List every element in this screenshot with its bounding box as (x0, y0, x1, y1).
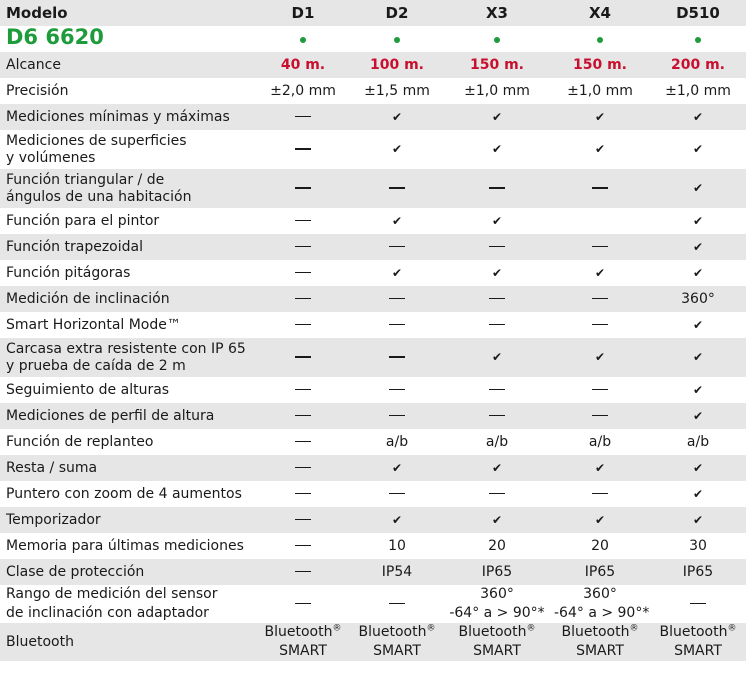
feature-label: Smart Horizontal Mode™ (6, 316, 181, 333)
not-available-dash-icon (389, 493, 405, 495)
feature-cell (650, 377, 746, 403)
range-value: 150 m. (444, 52, 550, 78)
range-value: 200 m. (650, 52, 746, 78)
check-icon: ✔ (491, 512, 503, 527)
feature-label: Función para el pintor (6, 212, 160, 229)
not-available-dash-icon (295, 493, 311, 495)
feature-label: Mediciones de superficies y volúmenes (6, 132, 187, 166)
not-available-dash-icon (295, 545, 311, 547)
feature-cell (550, 481, 650, 507)
check-icon: ✔ (692, 512, 704, 527)
model-x4: X4 (550, 0, 650, 26)
tilt-adapter-label (0, 585, 256, 623)
feature-cell (550, 403, 650, 429)
brand-row (0, 26, 746, 52)
not-available-dash-icon (489, 246, 505, 248)
feature-cell (550, 338, 650, 377)
feature-cell (444, 455, 550, 481)
model-d2: D2 (350, 0, 444, 26)
feature-row (0, 312, 746, 338)
feature-value: 20 (591, 537, 609, 554)
not-available-dash-icon (295, 187, 311, 189)
check-icon: ✔ (692, 265, 704, 280)
not-available-dash-icon (295, 467, 311, 469)
value-line: SMART (674, 643, 722, 659)
value-line: SMART (576, 643, 624, 659)
precision-value: ±1,0 mm (567, 82, 633, 99)
feature-cell (256, 208, 350, 234)
feature-cell (350, 104, 444, 130)
range-row (0, 52, 746, 78)
bluetooth-value (256, 623, 350, 661)
bluetooth-value (350, 623, 444, 661)
feature-cell (550, 377, 650, 403)
feature-cell (650, 130, 746, 169)
value-line: Bluetooth® (561, 623, 639, 640)
feature-value: IP54 (350, 559, 444, 585)
availability-dot-icon (494, 37, 500, 43)
range-value: 100 m. (350, 52, 444, 78)
feature-label: Clase de protección (0, 559, 256, 585)
not-available-dash-icon (489, 298, 505, 300)
feature-cell (256, 234, 350, 260)
feature-cell (550, 286, 650, 312)
not-available-dash-icon (489, 415, 505, 417)
value-line: SMART (473, 643, 521, 659)
feature-cell (444, 208, 550, 234)
feature-cell (550, 455, 650, 481)
feature-row (0, 507, 746, 533)
check-icon: ✔ (692, 350, 704, 364)
tilt-adapter-value (550, 585, 650, 623)
range-value: 40 m. (256, 52, 350, 78)
feature-cell (444, 260, 550, 286)
feature-label: Puntero con zoom de 4 aumentos (6, 485, 242, 502)
feature-row (0, 338, 746, 377)
feature-value: IP65 (444, 559, 550, 585)
feature-cell (550, 104, 650, 130)
feature-value: a/b (485, 433, 509, 450)
feature-label: Medición de inclinación (0, 286, 256, 312)
check-icon: ✔ (491, 142, 503, 156)
not-available-dash-icon (295, 389, 311, 391)
feature-cell (444, 312, 550, 338)
feature-cell (256, 338, 350, 377)
feature-cell (650, 169, 746, 208)
bluetooth-row (0, 623, 746, 661)
bluetooth-value (444, 623, 550, 661)
feature-row (0, 104, 746, 130)
feature-cell (444, 130, 550, 169)
not-available-dash-icon (295, 220, 311, 222)
feature-label: Mediciones mínimas y máximas (0, 104, 256, 130)
brand-label (0, 26, 256, 52)
feature-label: Memoria para últimas mediciones (6, 537, 244, 554)
feature-row (0, 130, 746, 169)
check-icon: ✔ (491, 350, 503, 364)
check-icon: ✔ (594, 142, 606, 156)
precision-label: Precisión (6, 82, 69, 99)
check-icon: ✔ (391, 213, 403, 228)
model-x3: X3 (444, 0, 550, 26)
feature-cell (444, 169, 550, 208)
check-icon: ✔ (594, 350, 606, 364)
not-available-dash-icon (295, 415, 311, 417)
not-available-dash-icon (489, 187, 505, 189)
feature-cell (444, 104, 550, 130)
feature-row (0, 429, 746, 455)
feature-cell (650, 234, 746, 260)
check-icon: ✔ (491, 460, 503, 475)
tilt-adapter-value (444, 585, 550, 623)
feature-cell (350, 286, 444, 312)
check-icon: ✔ (594, 512, 606, 527)
not-available-dash-icon (295, 603, 311, 605)
range-value: 150 m. (550, 52, 650, 78)
not-available-dash-icon (489, 493, 505, 495)
not-available-dash-icon (295, 356, 311, 358)
check-icon: ✔ (491, 213, 503, 228)
feature-cell (650, 455, 746, 481)
not-available-dash-icon (295, 324, 311, 326)
bluetooth-label: Bluetooth (0, 623, 256, 661)
not-available-dash-icon (389, 356, 405, 358)
check-icon: ✔ (594, 109, 606, 124)
not-available-dash-icon (592, 324, 608, 326)
feature-cell (650, 260, 746, 286)
feature-cell (350, 169, 444, 208)
feature-row (0, 481, 746, 507)
label-line: de inclinación con adaptador (6, 605, 209, 621)
check-icon: ✔ (692, 460, 704, 475)
feature-cell (650, 312, 746, 338)
feature-cell (256, 585, 350, 623)
feature-row (0, 455, 746, 481)
feature-cell (350, 312, 444, 338)
not-available-dash-icon (489, 324, 505, 326)
feature-cell (256, 481, 350, 507)
not-available-dash-icon (389, 298, 405, 300)
feature-cell (444, 338, 550, 377)
bluetooth-value (550, 623, 650, 661)
check-icon: ✔ (692, 142, 704, 156)
not-available-dash-icon (389, 603, 405, 605)
feature-row (0, 377, 746, 403)
feature-cell (256, 559, 350, 585)
check-icon: ✔ (692, 408, 704, 423)
precision-value: ±1,0 mm (665, 82, 731, 99)
feature-label: Seguimiento de alturas (6, 381, 170, 398)
feature-value: 20 (488, 537, 506, 554)
check-icon: ✔ (692, 213, 704, 228)
precision-value: ±2,0 mm (270, 82, 336, 99)
feature-label: Función de replanteo (6, 433, 154, 450)
check-icon: ✔ (391, 512, 403, 527)
not-available-dash-icon (592, 246, 608, 248)
feature-row (0, 234, 746, 260)
not-available-dash-icon (295, 519, 311, 521)
feature-label: Carcasa extra resistente con IP 65 y prueba de caída de 2 m (0, 338, 256, 377)
value-line: SMART (373, 643, 421, 659)
value-line: 360° (583, 586, 617, 602)
feature-cell (444, 403, 550, 429)
feature-row (0, 169, 746, 208)
not-available-dash-icon (295, 246, 311, 248)
feature-value: 30 (689, 537, 707, 554)
value-line: 360° (480, 586, 514, 602)
feature-cell (256, 533, 350, 559)
dot-cell (256, 26, 350, 52)
check-icon: ✔ (692, 109, 704, 124)
header-row (0, 0, 746, 26)
feature-label: Mediciones de perfil de altura (0, 403, 256, 429)
feature-cell (256, 403, 350, 429)
feature-value: a/b (686, 433, 710, 450)
feature-label: Temporizador (0, 507, 256, 533)
check-icon: ✔ (391, 460, 403, 475)
availability-dot-icon (695, 37, 701, 43)
dot-cell (650, 26, 746, 52)
value-line: SMART (279, 643, 327, 659)
precision-value: ±1,0 mm (464, 82, 530, 99)
feature-cell (256, 377, 350, 403)
check-icon: ✔ (692, 181, 704, 195)
feature-cell (650, 507, 746, 533)
check-icon: ✔ (594, 265, 606, 280)
bluetooth-value (650, 623, 746, 661)
feature-cell (550, 507, 650, 533)
feature-cell (650, 585, 746, 623)
not-available-dash-icon (295, 116, 311, 118)
feature-cell (550, 130, 650, 169)
feature-row (0, 533, 746, 559)
value-line: -64° a > 90°* (554, 605, 650, 621)
feature-value: a/b (385, 433, 409, 450)
feature-cell (550, 169, 650, 208)
availability-dot-icon (300, 37, 306, 43)
feature-value: IP65 (550, 559, 650, 585)
not-available-dash-icon (295, 298, 311, 300)
not-available-dash-icon (592, 493, 608, 495)
model-d510: D510 (650, 0, 746, 26)
feature-cell (350, 208, 444, 234)
feature-cell (256, 104, 350, 130)
feature-cell (350, 455, 444, 481)
feature-cell (350, 260, 444, 286)
feature-value: a/b (588, 433, 612, 450)
feature-cell (256, 260, 350, 286)
check-icon: ✔ (391, 142, 403, 156)
feature-value (550, 208, 650, 234)
feature-cell (650, 338, 746, 377)
precision-value: ±1,5 mm (364, 82, 430, 99)
not-available-dash-icon (592, 389, 608, 391)
feature-label: Resta / suma (0, 455, 256, 481)
feature-row (0, 559, 746, 585)
check-icon: ✔ (692, 239, 704, 254)
feature-cell (256, 169, 350, 208)
feature-value: 10 (388, 537, 406, 554)
check-icon: ✔ (391, 265, 403, 280)
check-icon: ✔ (391, 109, 403, 124)
feature-cell (550, 234, 650, 260)
feature-cell (256, 312, 350, 338)
not-available-dash-icon (592, 415, 608, 417)
feature-cell (650, 208, 746, 234)
feature-value: IP65 (650, 559, 746, 585)
precision-row (0, 78, 746, 104)
availability-dot-icon (394, 37, 400, 43)
feature-value: 360° (650, 286, 746, 312)
not-available-dash-icon (295, 272, 311, 274)
not-available-dash-icon (389, 389, 405, 391)
value-line: Bluetooth® (458, 623, 536, 640)
feature-row (0, 403, 746, 429)
feature-cell (650, 104, 746, 130)
check-icon: ✔ (692, 382, 704, 397)
dot-cell (550, 26, 650, 52)
feature-label: Función trapezoidal (0, 234, 256, 260)
not-available-dash-icon (295, 571, 311, 573)
range-label: Alcance (0, 52, 256, 78)
not-available-dash-icon (389, 324, 405, 326)
not-available-dash-icon (295, 441, 311, 443)
not-available-dash-icon (489, 389, 505, 391)
feature-cell (350, 377, 444, 403)
check-icon: ✔ (491, 109, 503, 124)
header-label: Modelo (0, 0, 256, 26)
feature-cell (350, 234, 444, 260)
feature-cell (650, 481, 746, 507)
feature-cell (550, 260, 650, 286)
label-line: Rango de medición del sensor (6, 586, 218, 602)
value-line: Bluetooth® (264, 623, 342, 640)
feature-row (0, 260, 746, 286)
feature-cell (256, 130, 350, 169)
availability-dot-icon (597, 37, 603, 43)
value-line: Bluetooth® (659, 623, 737, 640)
not-available-dash-icon (592, 298, 608, 300)
check-icon: ✔ (491, 265, 503, 280)
value-line: -64° a > 90°* (449, 605, 545, 621)
feature-cell (444, 234, 550, 260)
not-available-dash-icon (389, 246, 405, 248)
not-available-dash-icon (389, 187, 405, 189)
feature-label: Función pitágoras (6, 264, 131, 281)
feature-cell (256, 507, 350, 533)
feature-row (0, 208, 746, 234)
brand-code: D6 6620 (6, 26, 104, 49)
not-available-dash-icon (295, 148, 311, 150)
feature-row (0, 286, 746, 312)
feature-cell (256, 429, 350, 455)
feature-cell (350, 338, 444, 377)
check-icon: ✔ (594, 460, 606, 475)
feature-cell (350, 585, 444, 623)
not-available-dash-icon (690, 603, 706, 605)
dot-cell (444, 26, 550, 52)
feature-cell (550, 312, 650, 338)
feature-cell (650, 403, 746, 429)
feature-cell (350, 481, 444, 507)
feature-cell (444, 481, 550, 507)
feature-cell (256, 286, 350, 312)
check-icon: ✔ (692, 317, 704, 332)
feature-cell (444, 507, 550, 533)
not-available-dash-icon (389, 415, 405, 417)
dot-cell (350, 26, 444, 52)
feature-label: Función triangular / de ángulos de una habitación (0, 169, 256, 208)
feature-cell (444, 377, 550, 403)
feature-cell (256, 455, 350, 481)
model-d1: D1 (256, 0, 350, 26)
check-icon: ✔ (692, 486, 704, 501)
feature-cell (444, 286, 550, 312)
feature-cell (350, 130, 444, 169)
feature-cell (350, 403, 444, 429)
feature-cell (350, 507, 444, 533)
not-available-dash-icon (592, 187, 608, 189)
value-line: Bluetooth® (358, 623, 436, 640)
tilt-adapter-row (0, 585, 746, 623)
